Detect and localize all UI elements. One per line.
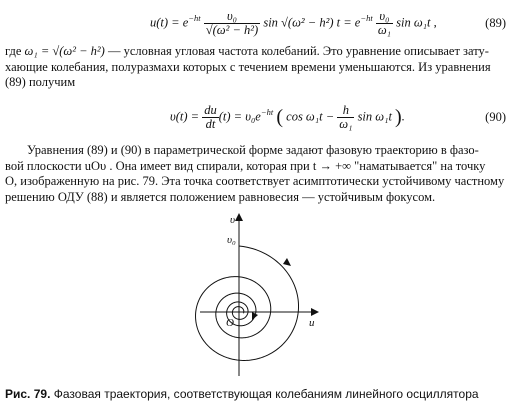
eq89-exp: −ht: [188, 13, 201, 24]
paragraph-2-line-4: решению ОДУ (88) и является положением равновесия — устойчивым фокусом.: [5, 189, 436, 204]
eq89-num2: υ₀: [376, 10, 393, 24]
eq90-mid: (t) = υ₀e: [218, 109, 261, 124]
caption-text: Фазовая траектория, соответствующая колебаниям линейного осциллятора: [53, 387, 479, 401]
eq90-exp: −ht: [260, 107, 274, 118]
eq90-rparen: ): [395, 106, 402, 128]
eq90-end: .: [401, 109, 405, 124]
axis-label-v0: υ₀: [227, 234, 236, 246]
figure-caption: [5, 387, 479, 401]
paragraph-2-line-2: вой плоскости uOυ . Она имеет вид спирали, которая при t → +∞ "наматывается" на точку: [5, 158, 486, 173]
spiral-trajectory: [196, 246, 299, 360]
caption-number: Рис. 79.: [5, 387, 51, 401]
equation-90-number: (90): [485, 110, 506, 124]
paragraph-1-line-3: (89) получим: [5, 75, 76, 89]
eq90-lparen: (: [276, 106, 284, 128]
axis-label-v: υ: [230, 214, 236, 226]
eq90-dnum: du: [204, 103, 217, 117]
axis-label-u: u: [309, 317, 315, 329]
eq89-tail: sin ω₁t ,: [396, 15, 437, 30]
eq90-sin: sin ω₁t: [357, 109, 392, 124]
eq90-hnum: h: [337, 104, 354, 118]
eq89-num: υ₀: [204, 10, 260, 24]
p1-omega1-formula: ω₁ = √(ω² − h²): [24, 44, 105, 58]
direction-arrow-2: [252, 312, 258, 320]
eq89-mid: sin √(ω² − h²) t = e: [263, 15, 361, 30]
paragraph-2-line-1: Уравнения (89) и (90) в параметрической форме задают фазовую траекторию в фазо-: [27, 143, 479, 157]
eq89-exp2: −ht: [360, 13, 373, 24]
direction-arrow-1: [283, 258, 291, 266]
eq89-lhs: u(t) = e: [150, 15, 189, 30]
eq90-cos: cos ω₁t −: [286, 109, 335, 124]
eq90-hden: ω₁: [339, 117, 353, 131]
eq89-den: √(ω² − h²): [205, 23, 259, 37]
origin-label: O: [226, 317, 234, 329]
equation-89-number: (89): [485, 16, 506, 30]
p1-where: где: [5, 44, 22, 58]
eq90-dden: dt: [205, 117, 216, 131]
eq90-lhs: υ(t) =: [170, 109, 200, 124]
paragraph-2-line-3: O, изображенную на рис. 79. Эта точка соответствует асимптотически устойчивому частному: [5, 174, 505, 188]
p1-line1-text: — условная угловая частота колебаний. Это уравнение описывает зату-: [107, 44, 489, 58]
eq89-den2: ω₁: [377, 23, 391, 37]
paragraph-1-line-2: хающие колебания, полуразмахи которых с течением времени уменьшаются. Из уравнения: [5, 59, 491, 74]
